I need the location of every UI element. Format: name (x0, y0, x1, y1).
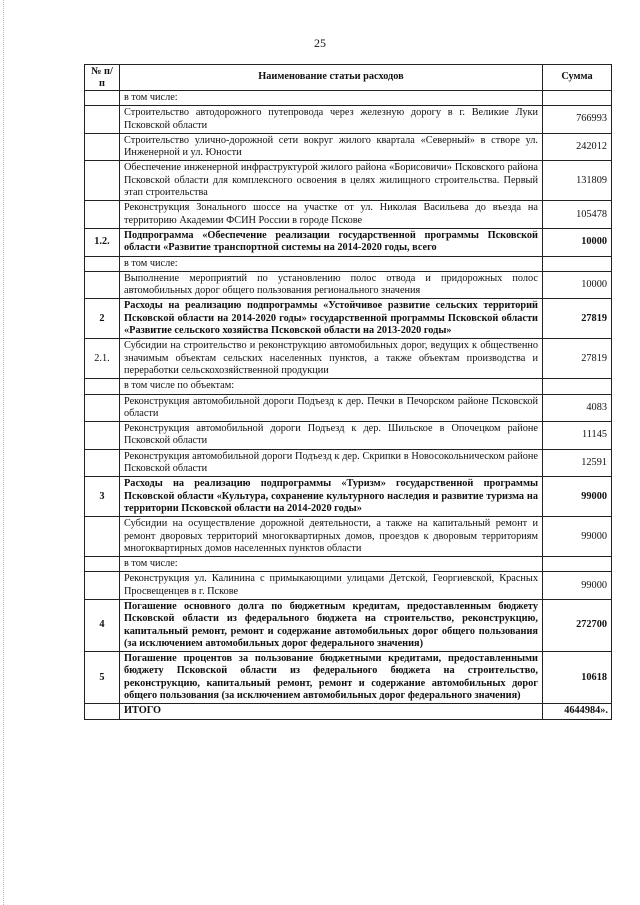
row-expense-name: Обеспечение инженерной инфраструктурой жилого района «Борисовичи» Псковского района Псковской области для комплексного освоения в целях жилищного строительства. Первый этап строительства (120, 161, 543, 201)
row-number (85, 106, 120, 134)
row-expense-name: в том числе: (120, 557, 543, 572)
table-row (85, 652, 612, 704)
table-row (85, 228, 612, 256)
row-number: 4 (85, 599, 120, 651)
row-expense-name: в том числе: (120, 91, 543, 106)
row-sum (543, 256, 612, 271)
row-number (85, 394, 120, 422)
table-row (85, 379, 612, 394)
table-row (85, 477, 612, 517)
row-number: 3 (85, 477, 120, 517)
row-sum (543, 379, 612, 394)
row-sum: 11145 (543, 422, 612, 450)
table-row (85, 106, 612, 134)
header-expense-name: Наименование статьи расходов (120, 65, 543, 91)
row-sum: 99000 (543, 517, 612, 557)
row-number: 2.1. (85, 339, 120, 379)
row-number: 2 (85, 299, 120, 339)
row-number (85, 91, 120, 106)
table-row (85, 449, 612, 477)
row-expense-name: Подпрограмма «Обеспечение реализации государственной программы Псковской области «Развитие транспортной системы на 2014-2020 годы, всего (120, 228, 543, 256)
row-expense-name: Погашение процентов за пользование бюджетными кредитами, предоставленными бюджету Псковской области из федерального бюджета на строительство, реконструкцию, капитальный ремонт, ремонт и содержание автомобильных дорог общего пользования (за исключением автомобильных дорог федерального значения) (120, 652, 543, 704)
table-row (85, 133, 612, 161)
row-number (85, 517, 120, 557)
row-expense-name: Строительство улично-дорожной сети вокруг жилого квартала «Северный» в створе ул. Инженерной и ул. Юности (120, 133, 543, 161)
row-sum: 105478 (543, 201, 612, 229)
row-number (85, 422, 120, 450)
row-sum: 272700 (543, 599, 612, 651)
header-number: № п/п (85, 65, 120, 91)
table-row (85, 394, 612, 422)
row-expense-name: Погашение основного долга по бюджетным кредитам, предоставленным бюджету Псковской области из федерального бюджета на строительство, реконструкцию, капитальный ремонт, ремонт и содержание автомобильных дорог общего пользования (за исключением автомобильных дорог федерального значения) (120, 599, 543, 651)
row-sum: 4083 (543, 394, 612, 422)
total-number (85, 704, 120, 719)
row-expense-name: Реконструкция ул. Калинина с примыкающими улицами Детской, Георгиевской, Красных Просвещенцев в г. Пскове (120, 572, 543, 600)
row-number (85, 271, 120, 299)
row-sum: 12591 (543, 449, 612, 477)
row-expense-name: Реконструкция автомобильной дороги Подъезд к дер. Печки в Печорском районе Псковской области (120, 394, 543, 422)
table-row (85, 517, 612, 557)
total-row (85, 704, 612, 719)
table-row (85, 201, 612, 229)
table-header-row (85, 65, 612, 91)
row-sum: 131809 (543, 161, 612, 201)
table-body (85, 91, 612, 720)
row-expense-name: Субсидии на осуществление дорожной деятельности, а также на капитальный ремонт и ремонт дворовых территорий многоквартирных домов, проездов к дворовым территориям многоквартирных домов населенных пунктов области (120, 517, 543, 557)
row-number: 1.2. (85, 228, 120, 256)
row-number (85, 572, 120, 600)
expenses-table (84, 64, 612, 720)
table-row (85, 339, 612, 379)
row-expense-name: Реконструкция автомобильной дороги Подъезд к дер. Скрипки в Новосокольническом районе Псковской области (120, 449, 543, 477)
row-expense-name: Расходы на реализацию подпрограммы «Туризм» государственной программы Псковской области «Культура, сохранение культурного наследия и развитие туризма на территории Псковской области на 2014-2020 годы» (120, 477, 543, 517)
row-sum: 99000 (543, 572, 612, 600)
row-sum: 27819 (543, 339, 612, 379)
row-number: 5 (85, 652, 120, 704)
row-sum (543, 91, 612, 106)
row-expense-name: Субсидии на строительство и реконструкцию автомобильных дорог, ведущих к общественно значимым объектам сельских населенных пунктов, а также объектам производства и переработки сельскохозяйственной продукции (120, 339, 543, 379)
row-sum: 10000 (543, 271, 612, 299)
table-row (85, 422, 612, 450)
row-number (85, 379, 120, 394)
table-row (85, 572, 612, 600)
total-sum: 4644984». (543, 704, 612, 719)
row-number (85, 256, 120, 271)
row-number (85, 557, 120, 572)
page-edge-line (3, 0, 4, 905)
row-sum: 10618 (543, 652, 612, 704)
row-expense-name: в том числе по объектам: (120, 379, 543, 394)
row-number (85, 449, 120, 477)
header-sum: Сумма (543, 65, 612, 91)
table-row (85, 599, 612, 651)
row-expense-name: Выполнение мероприятий по установлению полос отвода и придорожных полос автомобильных дорог общего пользования регионального значения (120, 271, 543, 299)
row-sum: 27819 (543, 299, 612, 339)
row-number (85, 133, 120, 161)
row-expense-name: Реконструкция Зонального шоссе на участке от ул. Николая Васильева до въезда на территорию Академии ФСИН России в городе Пскове (120, 201, 543, 229)
row-sum: 99000 (543, 477, 612, 517)
row-sum: 242012 (543, 133, 612, 161)
row-expense-name: Строительство автодорожного путепровода через железную дорогу в г. Великие Луки Псковской области (120, 106, 543, 134)
row-expense-name: Расходы на реализацию подпрограммы «Устойчивое развитие сельских территорий Псковской области на 2014-2020 годы» государственной программы Псковской области «Развитие сельского хозяйства Псковской области на 2013-2020 годы» (120, 299, 543, 339)
table-row (85, 91, 612, 106)
row-sum: 766993 (543, 106, 612, 134)
row-expense-name: в том числе: (120, 256, 543, 271)
row-sum (543, 557, 612, 572)
row-number (85, 201, 120, 229)
table-row (85, 256, 612, 271)
table-row (85, 299, 612, 339)
row-sum: 10000 (543, 228, 612, 256)
table-row (85, 271, 612, 299)
table-row (85, 557, 612, 572)
page-number: 25 (314, 36, 326, 50)
table-row (85, 161, 612, 201)
row-number (85, 161, 120, 201)
row-expense-name: Реконструкция автомобильной дороги Подъезд к дер. Шильское в Опочецком районе Псковской области (120, 422, 543, 450)
total-label: ИТОГО (120, 704, 543, 719)
